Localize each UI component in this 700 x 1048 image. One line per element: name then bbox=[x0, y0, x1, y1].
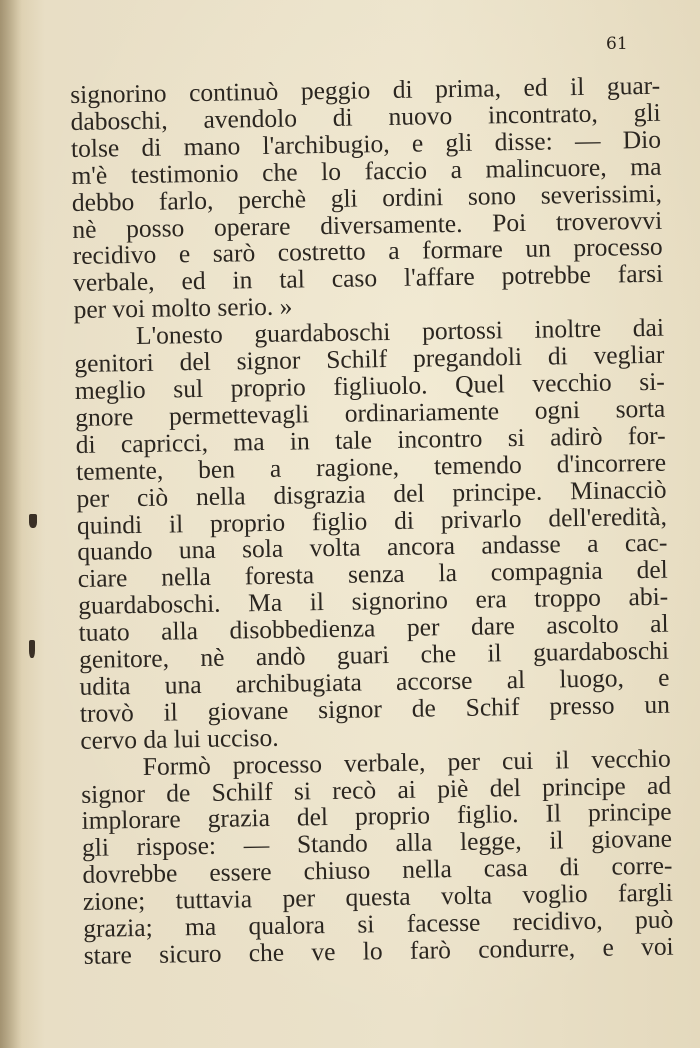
text-line: quindi il proprio figlio di privarlo dell'eredità, bbox=[76, 501, 668, 540]
ink-mark-icon bbox=[29, 640, 35, 658]
text-line: gli rispose: — Stando alla legge, il giovane bbox=[81, 824, 673, 863]
text-line: quando una sola volta ancora andasse a cac- bbox=[77, 528, 668, 567]
text-line: recidivo e sarò costretto a formare un processo bbox=[72, 232, 663, 271]
text-line: gnore permettevagli ordinariamente ogni sorta bbox=[75, 393, 666, 432]
text-line: cervo da lui ucciso. bbox=[80, 722, 279, 755]
text-line: nè posso operare diversamente. Poi troverovvi bbox=[72, 205, 663, 244]
text-line: per ciò nella disgrazia del principe. Minacciò bbox=[76, 474, 667, 513]
text-line: tolse di mano l'archibugio, e gli disse: — Dio bbox=[70, 124, 662, 163]
text-line: stare sicuro che ve lo farò condurre, e voi bbox=[83, 931, 674, 970]
text-line: udita una archibugiata accorse al luogo, e bbox=[79, 662, 670, 701]
text-line: guardaboschi. Ma il signorino era troppo abi- bbox=[77, 581, 669, 621]
text-line: daboschi, avendolo di nuovo incontrato, gli bbox=[70, 97, 661, 136]
text-line: genitore, nè andò guari che il guardaboschi bbox=[78, 635, 670, 674]
text-line: ciare nella foresta senza la compagnia del bbox=[77, 554, 668, 594]
text-line: m'è testimonio che lo faccio a malincuore, ma bbox=[71, 151, 662, 190]
ink-mark-icon bbox=[29, 514, 37, 528]
text-line: genitori del signor Schilf pregandoli di vegliar bbox=[74, 339, 665, 379]
text-line: dovrebbe essere chiuso nella casa di corre- bbox=[82, 850, 673, 890]
text-line: trovò il giovane signor de Schif presso un bbox=[79, 689, 671, 728]
page-number: 61 bbox=[606, 34, 628, 54]
text-line: zione; tuttavia per questa volta voglio fargli bbox=[82, 877, 674, 917]
text-line: per voi molto serio. » bbox=[73, 291, 293, 325]
text-line: signor de Schilf si recò ai piè del principe ad bbox=[80, 770, 672, 809]
text-line: Formò processo verbale, per cui il vecchio bbox=[142, 743, 671, 781]
text-line: tuato alla disobbedienza per dare ascolto al bbox=[78, 608, 669, 648]
text-line: meglio sul proprio figliuolo. Quel vecchio si- bbox=[74, 366, 666, 405]
body-text bbox=[69, 70, 674, 970]
text-line: L'onesto guardaboschi portossi inoltre dai bbox=[135, 312, 665, 351]
page-gutter-shadow bbox=[0, 0, 22, 1048]
text-line: grazia; ma qualora si facesse recidivo, può bbox=[83, 904, 674, 943]
text-line: signorino continuò peggio di prima, ed il guar- bbox=[69, 70, 661, 109]
text-line: implorare grazia del proprio figlio. Il principe bbox=[81, 797, 672, 836]
text-line: temente, ben a ragione, temendo d'incorrere bbox=[75, 447, 667, 486]
text-line: debbo farlo, perchè gli ordini sono severissimi, bbox=[71, 178, 663, 217]
text-line: verbale, ed in tal caso l'affare potrebbe farsi bbox=[72, 259, 664, 298]
text-line: di capricci, ma in tale incontro si adirò for- bbox=[75, 420, 666, 459]
